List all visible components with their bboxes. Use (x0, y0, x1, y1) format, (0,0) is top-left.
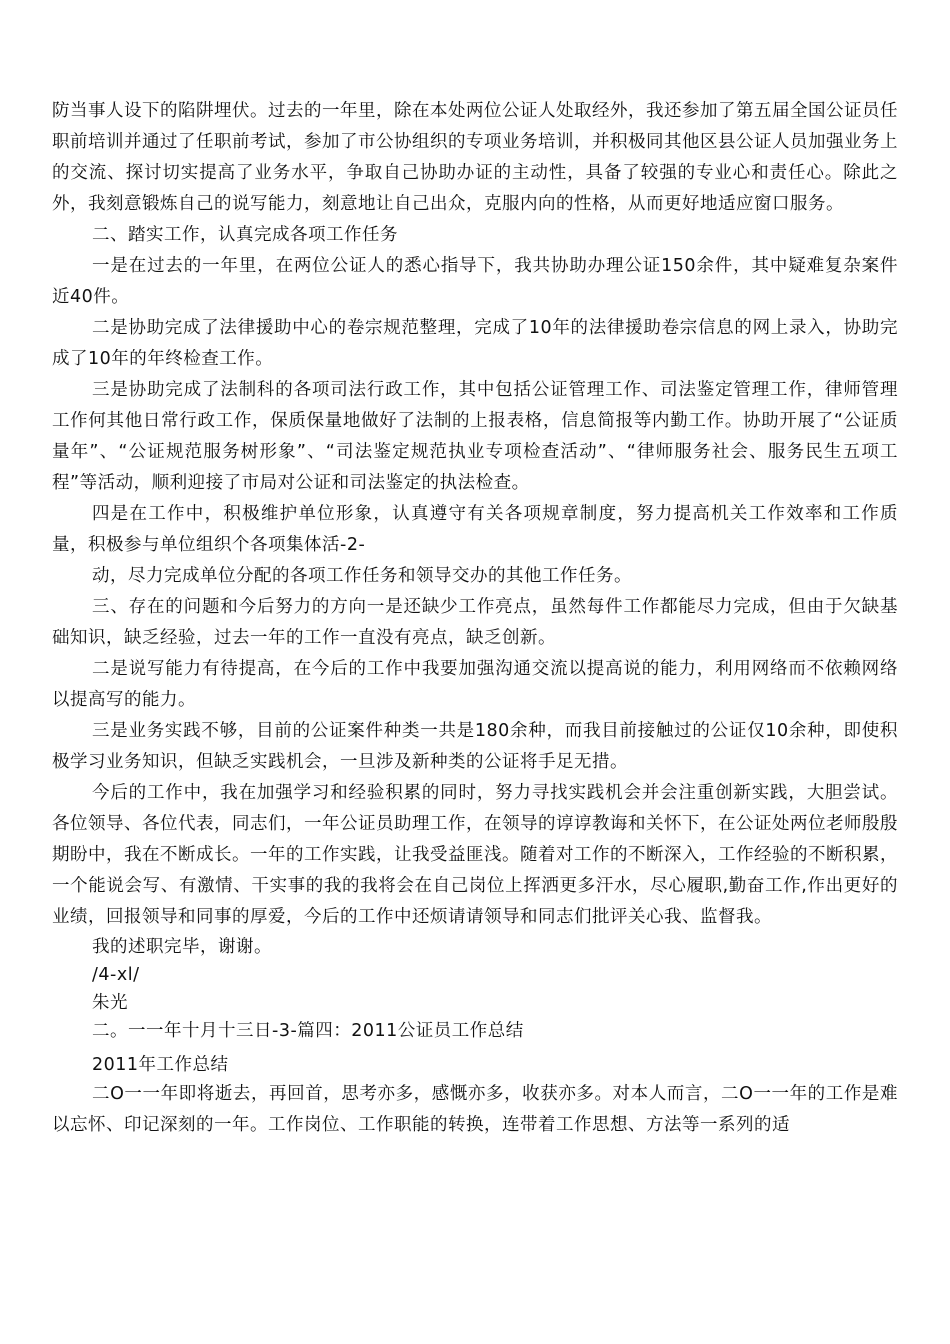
paragraph-continuation: 防当事人设下的陷阱埋伏。过去的一年里，除在本处两位公证人处取经外，我还参加了第五届全国公证员任职前培训并通过了任职前考试，参加了市公协组织的专项业务培训，并积极同其他区县公证人员加强业务上的交流、探讨切实提高了业务水平，争取自己协助办证的主动性，具备了较强的专业心和责任心。除此之外，我刻意锻炼自己的说写能力，刻意地让自己出众，克服内向的性格，从而更好地适应窗口服务。 (52, 101, 898, 214)
closing-date: 二。一一年十月十三日-3-篇四：2011公证员工作总结 (92, 1021, 524, 1041)
paragraph-item-3: 三是协助完成了法制科的各项司法行政工作，其中包括公证管理工作、司法鉴定管理工作，律师管理工作何其他日常行政工作，保质保量地做好了法制的上报表格，信息简报等内勤工作。协助开展了“公证质量年”、“公证规范服务树形象”、“司法鉴定规范执业专项检查活动”、“律师服务社会、服务民生五项工程”等活动，顺利迎接了市局对公证和司法鉴定的执法检查。 (52, 380, 898, 493)
closing-signature: 朱光 (92, 993, 128, 1013)
paragraph-item-4-cont: 动，尽力完成单位分配的各项工作任务和领导交办的其他工作任务。 (92, 566, 632, 586)
next-section-paragraph: 二O一一年即将逝去，再回首，思考亦多，感慨亦多，收获亦多。对本人而言，二O一一年的工作是难以忘怀、印记深刻的一年。工作岗位、工作职能的转换，连带着工作思想、方法等一系列的适 (52, 1084, 898, 1135)
paragraph-problem-2: 二是说写能力有待提高，在今后的工作中我要加强沟通交流以提高说的能力，利用网络而不依赖网络以提高写的能力。 (52, 659, 898, 710)
paragraph-item-4: 四是在工作中，积极维护单位形象，认真遵守有关各项规章制度，努力提高机关工作效率和工作质量，积极参与单位组织个各项集体活-2- (52, 504, 898, 555)
paragraph-conclusion: 今后的工作中，我在加强学习和经验积累的同时，努力寻找实践机会并会注重创新实践，大胆尝试。各位领导、各位代表，同志们，一年公证员助理工作，在领导的谆谆教诲和关怀下，在公证处两位老师殷殷期盼中，我在不断成长。一年的工作实践，让我受益匪浅。随着对工作的不断深入，工作经验的不断积累，一个能说会写、有激情、干实事的我的我将会在自己岗位上挥洒更多汗水，尽心履职,勤奋工作,作出更好的业绩，回报领导和同事的厚爱，今后的工作中还烦请请领导和同志们批评关心我、监督我。 (52, 783, 898, 927)
section-heading-3: 三、存在的问题和今后努力的方向一是还缺少工作亮点，虽然每件工作都能尽力完成，但由于欠缺基础知识，缺乏经验，过去一年的工作一直没有亮点，缺乏创新。 (52, 597, 898, 648)
section-heading-2: 二、踏实工作，认真完成各项工作任务 (92, 225, 398, 245)
document-page (52, 96, 898, 1141)
paragraph-item-1: 一是在过去的一年里，在两位公证人的悉心指导下，我共协助办理公证150余件，其中疑难复杂案件近40件。 (52, 256, 898, 307)
next-section-title: 2011年工作总结 (92, 1055, 229, 1075)
closing-marker: /4-xl/ (92, 965, 140, 985)
closing-thanks: 我的述职完毕，谢谢。 (92, 937, 272, 957)
paragraph-item-2: 二是协助完成了法律援助中心的卷宗规范整理，完成了10年的法律援助卷宗信息的网上录入，协助完成了10年的年终检查工作。 (52, 318, 898, 369)
paragraph-problem-3: 三是业务实践不够，目前的公证案件种类一共是180余种，而我目前接触过的公证仅10余种，即使积极学习业务知识，但缺乏实践机会，一旦涉及新种类的公证将手足无措。 (52, 721, 898, 772)
